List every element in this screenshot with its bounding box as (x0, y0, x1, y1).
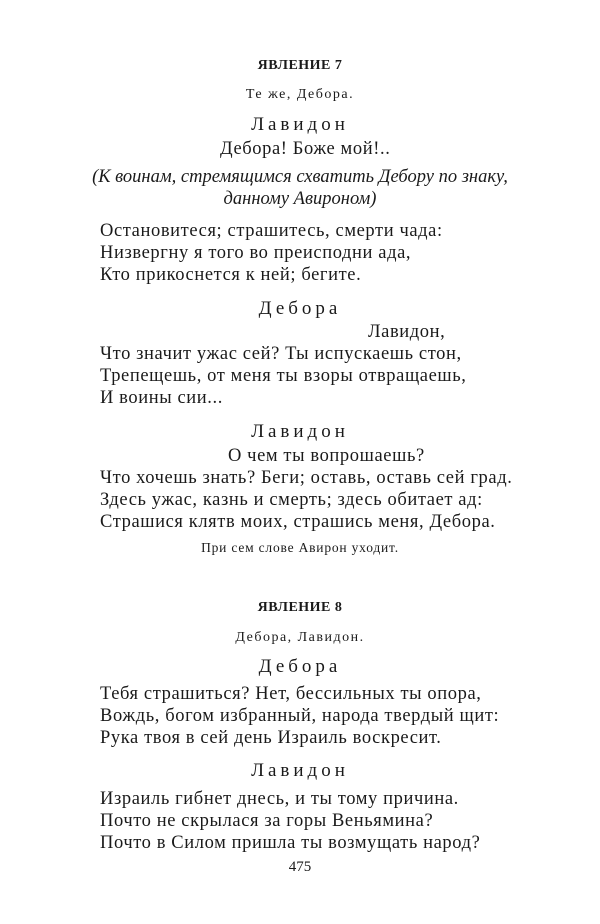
stage-direction: (К воинам, стремящимся схватить Дебору по знаку, (92, 167, 508, 187)
stage-direction: При сем слове Авирон уходит. (201, 540, 399, 555)
scene-cast: Те же, Дебора. (245, 87, 355, 102)
verse-line: Остановитеся; страшитесь, смерти чада: (100, 221, 443, 241)
verse-line: Кто прикоснется к ней; бегите. (100, 265, 362, 285)
speaker-name: Дебора (258, 298, 342, 319)
stage-direction: данному Авироном) (223, 189, 377, 209)
scene-heading: ЯВЛЕНИЕ 7 (257, 58, 343, 73)
verse-line: Почто не скрылася за горы Веньямина? (100, 811, 434, 831)
verse-line: Трепещешь, от меня ты взоры отвращаешь, (100, 366, 467, 386)
verse-line: О чем ты вопрошаешь? (228, 446, 425, 466)
verse-line: Дебора! Боже мой!.. (220, 139, 391, 159)
speaker-name: Лавидон (251, 421, 349, 442)
scene-cast: Дебора, Лавидон. (235, 630, 365, 645)
scene-heading: ЯВЛЕНИЕ 8 (257, 600, 343, 615)
page-number: 475 (288, 859, 312, 875)
verse-line: Страшися клятв моих, страшись меня, Дебора. (100, 512, 496, 532)
verse-line: Тебя страшиться? Нет, бессильных ты опора, (100, 684, 482, 704)
verse-line: Рука твоя в сей день Израиль воскресит. (100, 728, 442, 748)
verse-line: Израиль гибнет днесь, и ты тому причина. (100, 789, 459, 809)
verse-line: Здесь ужас, казнь и смерть; здесь обитает ад: (100, 490, 483, 510)
verse-line: Вождь, богом избранный, народа твердый щит: (100, 706, 500, 726)
verse-line: Низвергну я того во преисподни ада, (100, 243, 412, 263)
verse-line: Почто в Силом пришла ты возмущать народ? (100, 833, 481, 853)
verse-line: Что значит ужас сей? Ты испускаешь стон, (100, 344, 462, 364)
speaker-name: Лавидон (251, 760, 349, 781)
speaker-name: Лавидон (251, 114, 349, 135)
verse-line: И воины сии... (100, 388, 223, 408)
speaker-name: Дебора (258, 656, 342, 677)
verse-line: Лавидон, (368, 322, 446, 342)
verse-line: Что хочешь знать? Беги; оставь, оставь сей град. (100, 468, 513, 488)
